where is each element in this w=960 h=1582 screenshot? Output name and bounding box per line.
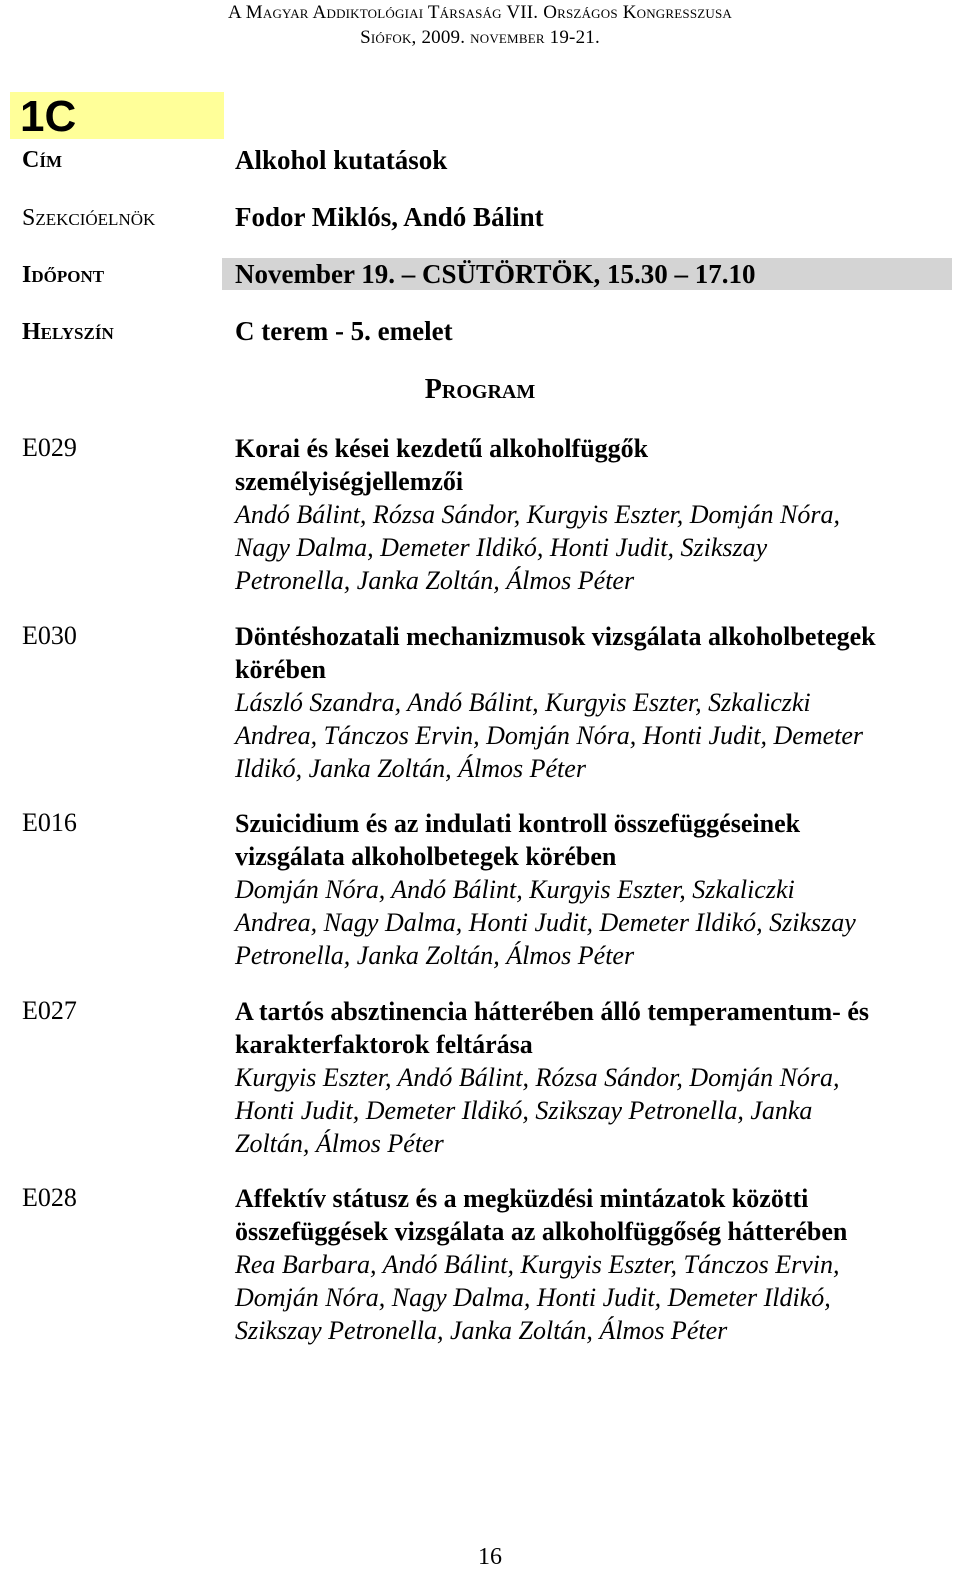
title-label: Cím [22,147,62,173]
session-time: November 19. – CSÜTÖRTÖK, 15.30 – 17.10 [235,259,756,289]
abstract-authors-line: Rea Barbara, Andó Bálint, Kurgyis Eszter, Tánczos Ervin, [235,1250,840,1279]
session-chairs: Fodor Miklós, Andó Bálint [235,202,544,232]
session-location: C terem - 5. emelet [235,316,453,346]
abstract-title-line: Korai és kései kezdetű alkoholfüggők [235,434,649,463]
abstract-authors-line: Nagy Dalma, Demeter Ildikó, Honti Judit, Szikszay [235,533,768,562]
abstract-title-line: körében [235,655,326,684]
abstract-authors-line: Petronella, Janka Zoltán, Álmos Péter [235,566,635,595]
abstract-authors-line: Andrea, Tánczos Ervin, Domján Nóra, Honti Judit, Demeter [235,721,864,750]
abstract-authors-line: László Szandra, Andó Bálint, Kurgyis Eszter, Szkaliczki [235,688,811,717]
time-label: Időpont [22,262,105,288]
abstract-code: E030 [22,621,77,650]
abstract-title-line: vizsgálata alkoholbetegek körében [235,842,617,871]
abstract-title-line: karakterfaktorok feltárása [235,1030,533,1059]
session-code: 1C [20,92,77,141]
program-item [235,807,947,972]
abstract-title-line: A tartós absztinencia hátterében álló temperamentum- és [235,997,869,1026]
abstract-code: E029 [22,433,77,462]
program-item [235,432,947,597]
abstract-code: E027 [22,996,77,1025]
abstract-authors-line: Andó Bálint, Rózsa Sándor, Kurgyis Eszter, Domján Nóra, [235,500,841,529]
abstract-title-line: Affektív státusz és a megküzdési mintázatok közötti [235,1184,809,1213]
abstract-authors-line: Zoltán, Álmos Péter [235,1129,444,1158]
abstract-authors-line: Kurgyis Eszter, Andó Bálint, Rózsa Sándor, Domján Nóra, [235,1063,840,1092]
program-item [235,995,947,1160]
session-title: Alkohol kutatások [235,145,448,175]
location-label: Helyszín [22,319,114,345]
abstract-authors-line: Petronella, Janka Zoltán, Álmos Péter [235,941,635,970]
program-item [235,620,947,785]
abstract-authors-line: Andrea, Nagy Dalma, Honti Judit, Demeter Ildikó, Szikszay [235,908,856,937]
abstract-title-line: Szuicidium és az indulati kontroll összefüggéseinek [235,809,801,838]
abstract-authors-line: Honti Judit, Demeter Ildikó, Szikszay Petronella, Janka [235,1096,813,1125]
abstract-code: E028 [22,1183,77,1212]
conference-title: A Magyar Addiktológiai Társaság VII. Országos Kongresszusa [227,2,733,23]
abstract-title-line: személyiségjellemzői [235,467,464,496]
program-item [235,1182,947,1347]
abstract-authors-line: Ildikó, Janka Zoltán, Álmos Péter [235,754,586,783]
program-heading: Program [424,374,536,405]
abstract-authors-line: Szikszay Petronella, Janka Zoltán, Álmos Péter [235,1316,728,1345]
conference-venue-date: Siófok, 2009. november 19-21. [360,27,600,48]
abstract-authors-line: Domján Nóra, Andó Bálint, Kurgyis Eszter, Szkaliczki [235,875,795,904]
abstract-code: E016 [22,808,77,837]
abstract-authors-line: Domján Nóra, Nagy Dalma, Honti Judit, Demeter Ildikó, [235,1283,831,1312]
abstract-title-line: összefüggések vizsgálata az alkoholfüggőség hátterében [235,1217,848,1246]
page-number: 16 [478,1544,502,1570]
chairs-label: Szekcióelnök [22,205,156,231]
abstract-title-line: Döntéshozatali mechanizmusok vizsgálata alkoholbetegek [235,622,876,651]
